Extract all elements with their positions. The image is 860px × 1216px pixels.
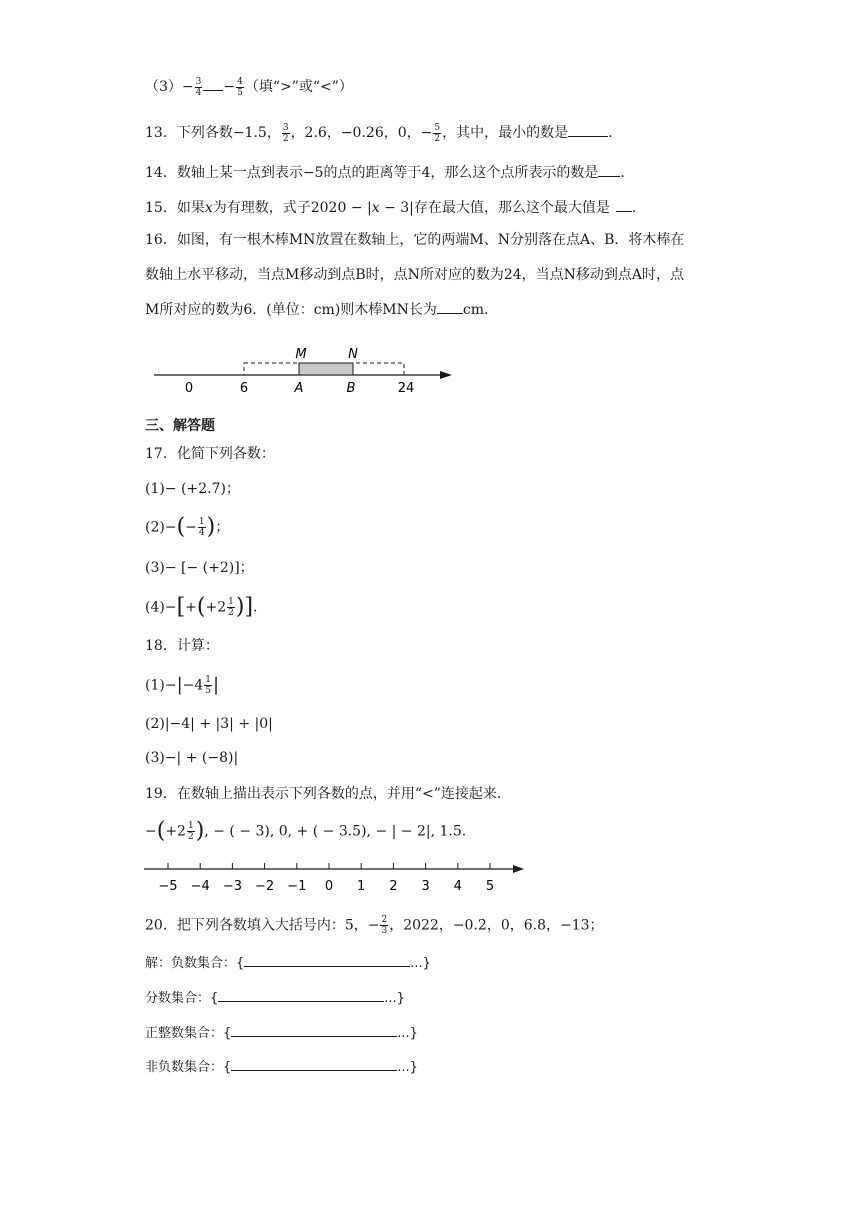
question-16-line1: 16．如图，有一根木棒MN放置在数轴上，它的两端M、N分别落在点A、B．将木棒在 <box>145 232 685 248</box>
tick-label: −4 <box>190 879 210 894</box>
fraction: $\frac{1}{2}$ <box>228 597 234 618</box>
fraction: $\frac{3}{4}$ <box>195 76 202 98</box>
answer-blank[interactable] <box>616 197 632 212</box>
tick-label: 5 <box>485 879 495 894</box>
fraction: $\frac{5}{2}$ <box>434 122 441 144</box>
fraction: $\frac{2}{3}$ <box>381 915 388 936</box>
q18-part1: (1)−|−4 $\frac{1}{5}$ | <box>145 674 220 696</box>
tick-6: 6 <box>239 381 249 396</box>
q17-part3: (3)− [− (+2)]； <box>145 560 254 576</box>
tick-label: 1 <box>357 879 366 894</box>
answer-blank[interactable] <box>437 299 463 314</box>
question-18: 18．计算： <box>145 638 219 654</box>
q19-expression: −(+2 $\frac{1}{2}$ ), − ( − 3), 0, + ( − 3.5), − | − 2|, 1.5. <box>145 818 467 844</box>
question-17: 17．化简下列各数： <box>145 446 275 462</box>
question-13: 13．下列各数−1.5， $\frac{3}{2}$ ，2.6，−0.26，0，− $\frac{5}{2}$ ，其中，最小的数是 . <box>145 122 613 144</box>
fraction: $\frac{1}{4}$ <box>198 517 205 538</box>
fraction: $\frac{3}{2}$ <box>282 122 289 144</box>
question-19: 19．在数轴上描出表示下列各数的点，并用“<”连接起来. <box>145 786 502 802</box>
answer-blank[interactable] <box>218 987 384 1002</box>
tick-label: 4 <box>453 879 462 894</box>
number-line-19 <box>144 860 534 896</box>
label-N: N <box>348 347 358 362</box>
answer-blank[interactable] <box>231 1056 397 1071</box>
question-15: 15．如果x为有理数，式子2020 − |x − 3|存在最大值，那么这个最大值是 . <box>145 197 636 218</box>
label-A: A <box>294 381 304 396</box>
answer-blank[interactable] <box>203 76 223 91</box>
question-20: 20．把下列各数填入大括号内：5，− $\frac{2}{3}$ ，2022，−0.2̇，0，6.8，−13； <box>145 915 604 936</box>
tick-label: −1 <box>287 879 307 894</box>
rod-number-line-figure <box>150 342 460 398</box>
label-M: M <box>295 347 307 362</box>
set-negative: 解：负数集合：{ ...} <box>145 952 431 974</box>
question-16-line3: M所对应的数为6．(单位：cm)则木棒MN长为 cm. <box>145 299 488 320</box>
fraction: $\frac{1}{5}$ <box>205 675 212 696</box>
answer-blank[interactable] <box>568 122 608 137</box>
axis-arrow <box>440 371 452 379</box>
q18-part3: (3)−| + (−8)| <box>145 750 239 766</box>
q12-part3: （3）− $\frac{3}{4}$ − $\frac{4}{5}$ （填“>”或“<”） <box>145 76 353 98</box>
section-heading: 三、解答题 <box>145 418 215 434</box>
q18-part2: (2)|−4| + |3| + |0| <box>145 716 273 732</box>
q17-part4: (4)−[+(+2 $\frac{1}{2}$ )]. <box>145 594 258 620</box>
answer-blank[interactable] <box>598 162 620 177</box>
answer-blank[interactable] <box>231 1022 397 1037</box>
tick-label: 3 <box>421 879 430 894</box>
tick-label: −2 <box>255 879 275 894</box>
tick-label: −5 <box>158 879 178 894</box>
answer-blank[interactable] <box>244 952 410 967</box>
q17-part2: (2)−(− $\frac{1}{4}$ )； <box>145 514 230 540</box>
axis-arrow <box>513 865 524 873</box>
rod-MN <box>299 363 353 375</box>
set-non-negative: 非负数集合：{ ...} <box>145 1056 418 1078</box>
tick-24: 24 <box>397 381 415 396</box>
set-fraction: 分数集合：{ ...} <box>145 987 405 1009</box>
fraction: $\frac{1}{2}$ <box>187 821 194 842</box>
label-B: B <box>346 381 356 396</box>
tick-label: −3 <box>222 879 242 894</box>
fraction: $\frac{4}{5}$ <box>237 76 243 98</box>
question-16-line2: 数轴上水平移动，当点M移动到点B时，点N所对应的数为24，当点N移动到点A时，点 <box>145 267 685 283</box>
tick-label: 2 <box>389 879 398 894</box>
question-14: 14．数轴上某一点到表示−5的点的距离等于4，那么这个点所表示的数是 . <box>145 162 625 183</box>
tick-0: 0 <box>184 381 194 396</box>
set-positive-integer: 正整数集合：{ ...} <box>145 1022 418 1044</box>
tick-label: 0 <box>324 879 334 894</box>
q17-part1: (1)− (+2.7)； <box>145 481 240 497</box>
